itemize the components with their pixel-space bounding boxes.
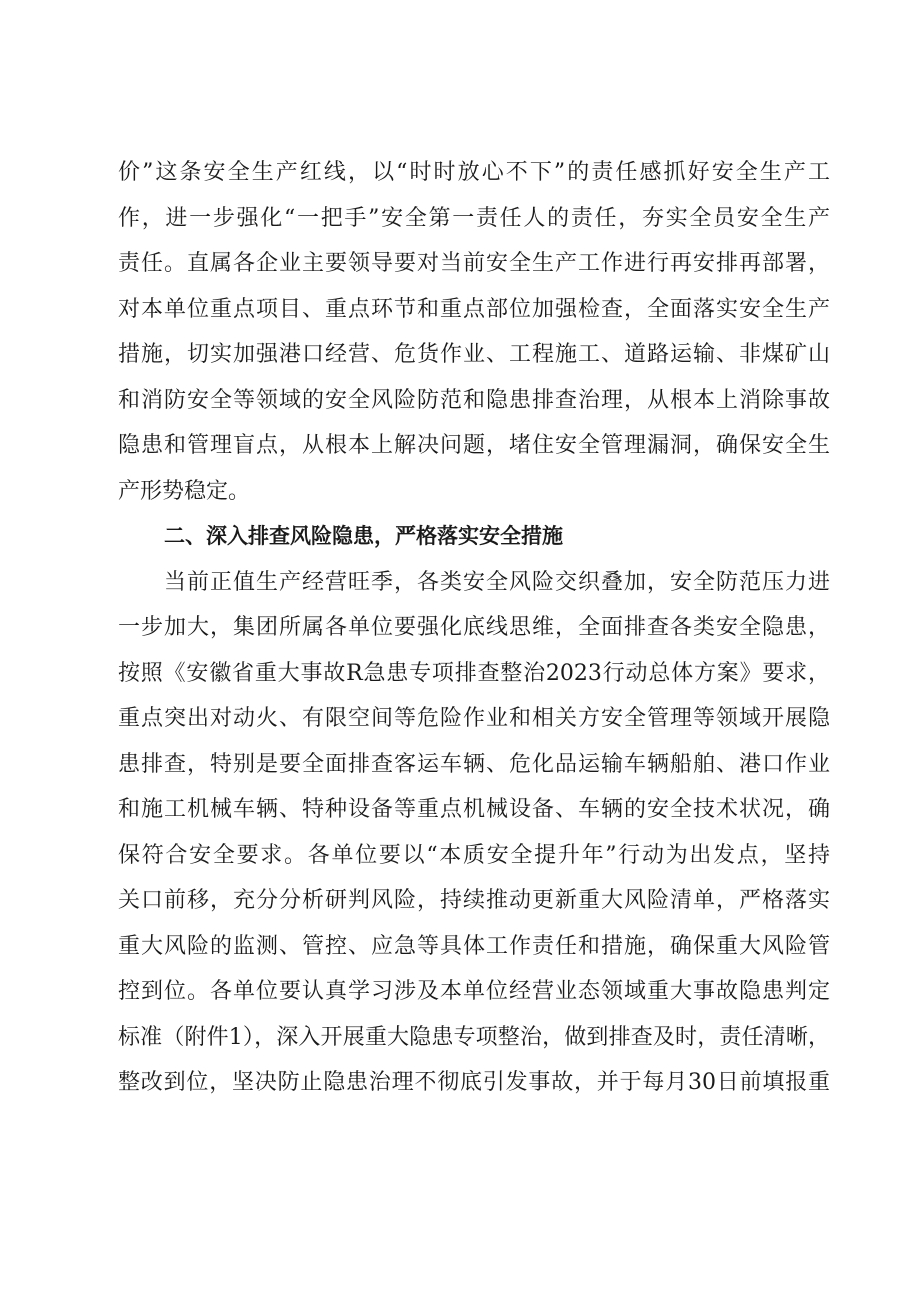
text-line: 关口前移，充分分析研判风险，持续推动更新重大风险清单，严格落实 — [118, 888, 830, 913]
text-line: 控到位。各单位要认真学习涉及本单位经营业态领域重大事故隐患判定 — [118, 979, 830, 1004]
text-line: 重大风险的监测、管控、应急等具体工作责任和措施，确保重大风险管 — [118, 933, 830, 959]
section-heading: 二、深入排查风险隐患，严格落实安全措施 — [164, 524, 563, 548]
text-line: 责任。直属各企业主要领导要对当前安全生产工作进行再安排再部署， — [118, 251, 830, 276]
document-body — [118, 150, 830, 1106]
text-line: 价”这条安全生产红线，以“时时放心不下”的责任感抓好安全生产工 — [118, 160, 830, 185]
text-line: 重点突出对动火、有限空间等危险作业和相关方安全管理等领域开展隐 — [118, 706, 830, 731]
paragraph-2 — [118, 560, 830, 1106]
text-line: 产形势稳定。 — [118, 478, 251, 504]
text-line: 措施，切实加强港口经营、危货作业、工程施工、道路运输、非煤矿山 — [118, 342, 830, 367]
text-line: 一步加大，集团所属各单位要强化底线思维，全面排查各类安全隐患， — [118, 615, 830, 640]
text-line: 保符合安全要求。各单位要以“本质安全提升年”行动为出发点，坚持 — [118, 842, 830, 868]
text-line: 作，进一步强化“一把手”安全第一责任人的责任，夯实全员安全生产 — [118, 205, 830, 231]
text-line: 按照《安徽省重大事故R急患专项排查整治2023行动总体方案》要求， — [118, 660, 830, 686]
text-line: 整改到位，坚决防止隐患治理不彻底引发事故，并于每月30日前填报重 — [118, 1070, 830, 1095]
paragraph-1 — [118, 150, 830, 514]
text-line: 对本单位重点项目、重点环节和重点部位加强检查，全面落实安全生产 — [118, 296, 830, 322]
text-line: 标准（附件1），深入开展重大隐患专项整治，做到排查及时，责任清晰， — [118, 1024, 830, 1050]
text-line: 患排查，特别是要全面排查客运车辆、危化品运输车辆船舶、港口作业 — [118, 751, 830, 777]
text-line: 当前正值生产经营旺季，各类安全风险交织叠加，安全防范压力进 — [164, 569, 830, 595]
text-line: 隐患和管理盲点，从根本上解决问题，堵住安全管理漏洞，确保安全生 — [118, 433, 830, 458]
text-line: 和消防安全等领域的安全风险防范和隐患排查治理，从根本上消除事故 — [118, 387, 830, 413]
text-line: 和施工机械车辆、特种设备等重点机械设备、车辆的安全技术状况，确 — [118, 797, 830, 822]
